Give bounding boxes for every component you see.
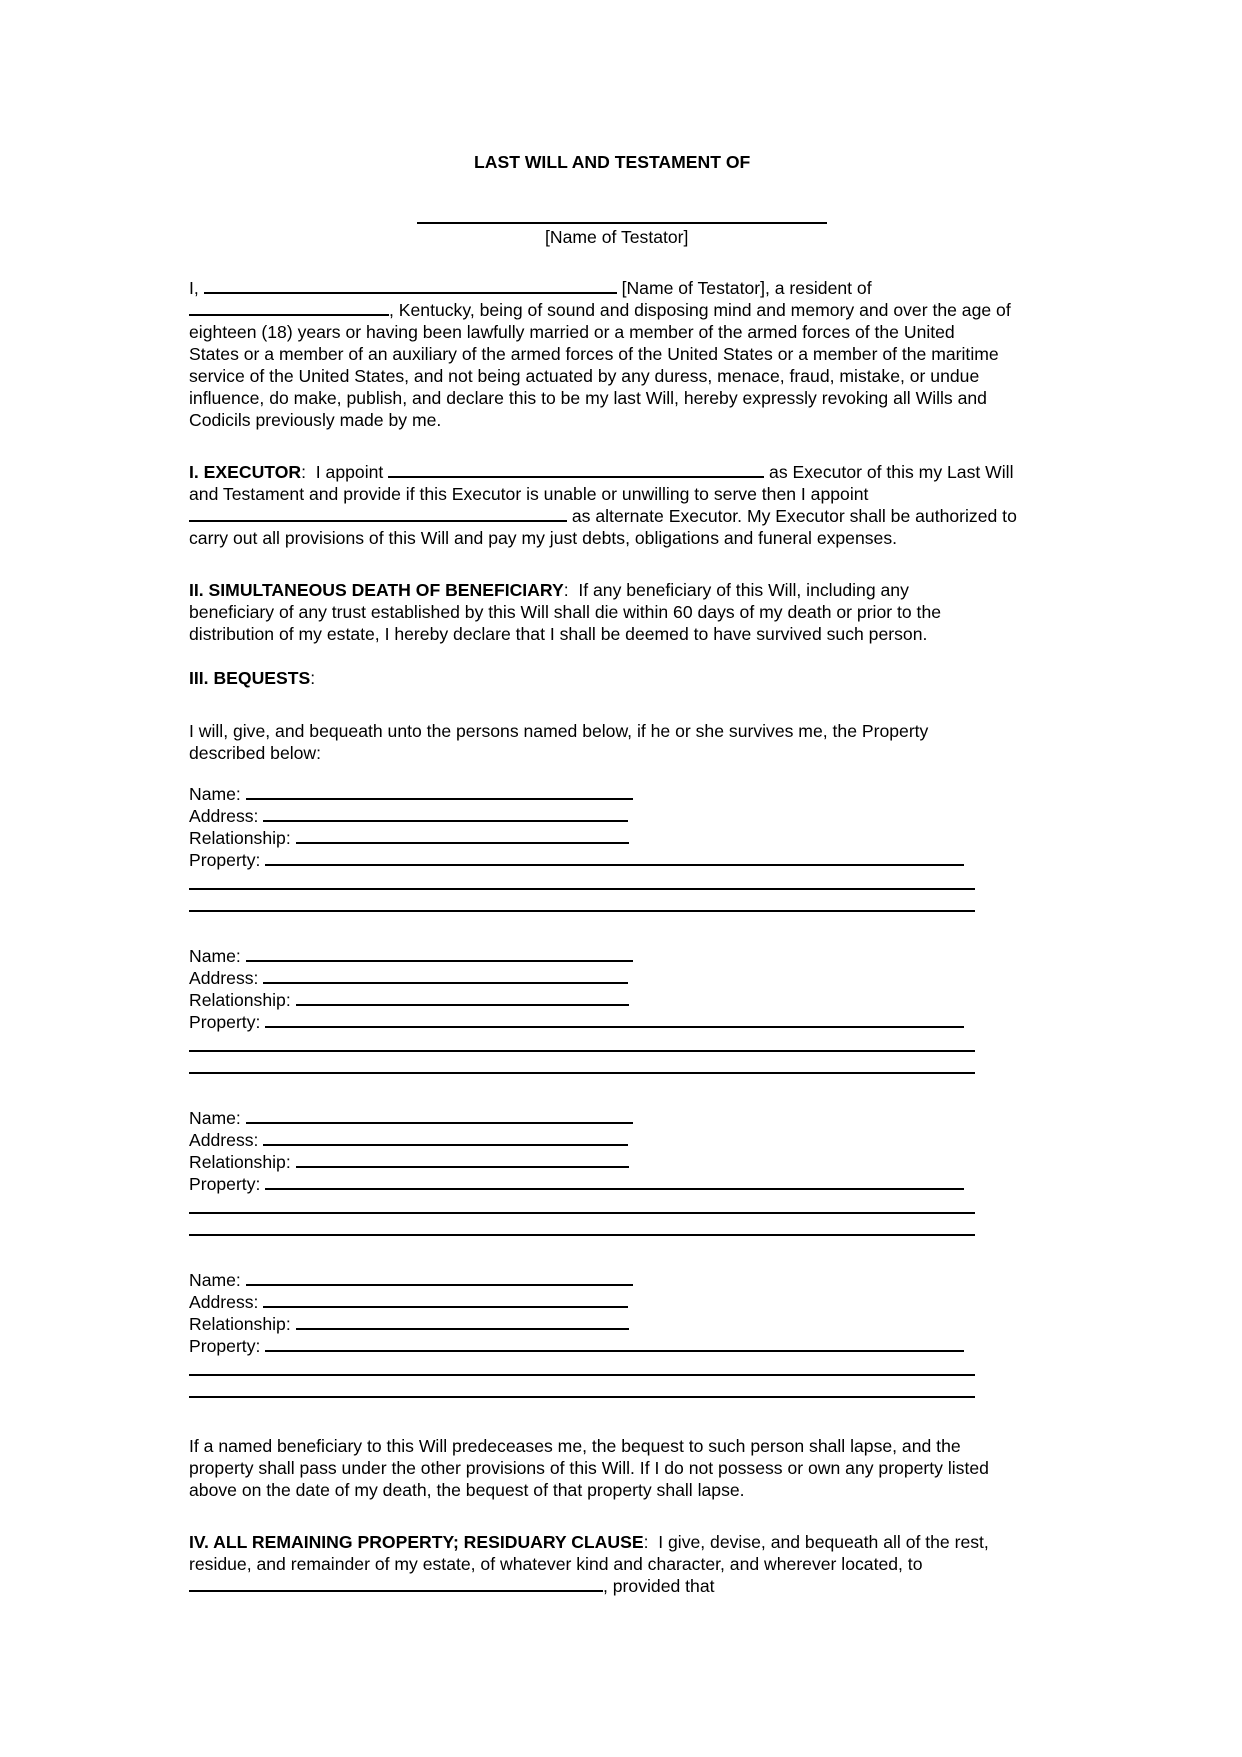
bequest-3-property-line-3[interactable] (189, 1234, 975, 1236)
intro-after-name: [Name of Testator], a resident of (621, 278, 872, 298)
residuary-text: , provided that (603, 1576, 715, 1596)
alternate-executor-field[interactable] (189, 505, 567, 522)
bequest-4-name-row (189, 1269, 633, 1291)
name-label: Name: (189, 784, 241, 804)
property-label: Property: (189, 1336, 261, 1356)
simultaneous-death-line-3: distribution of my estate, I hereby declare that I shall be deemed to have survived such person. (189, 624, 928, 644)
residuary-beneficiary-field[interactable] (189, 1575, 603, 1592)
bequest-4-property-row (189, 1335, 964, 1357)
bequest-2-address-field[interactable] (263, 967, 628, 984)
bequest-2-relationship-row (189, 989, 629, 1011)
bequests-heading-line (189, 667, 315, 689)
residuary-line-1 (189, 1531, 989, 1553)
executor-text: as alternate Executor. My Executor shall be authorized to (567, 506, 1017, 526)
bequest-2-address-row (189, 967, 628, 989)
simultaneous-death-line-2: beneficiary of any trust established by this Will shall die within 60 days of my death or prior to the (189, 602, 942, 622)
heading-colon: : (563, 580, 569, 600)
property-label: Property: (189, 1174, 261, 1194)
bequest-3-property-line-2[interactable] (189, 1212, 975, 1214)
bequest-2-name-field[interactable] (246, 945, 633, 962)
property-label: Property: (189, 850, 261, 870)
executor-line-1 (189, 461, 1014, 483)
bequests-heading: III. BEQUESTS (189, 668, 311, 688)
bequest-4-property-field[interactable] (265, 1335, 964, 1352)
intro-text: influence, do make, publish, and declare this to be my last Will, hereby expressly revoking all Wills and (189, 388, 987, 408)
heading-colon: : (310, 668, 316, 688)
bequest-3-relationship-field[interactable] (296, 1151, 629, 1168)
simultaneous-death-line-1 (189, 579, 909, 601)
county-field[interactable] (189, 299, 389, 316)
residuary-line-3 (189, 1575, 715, 1597)
bequest-1-property-line-2[interactable] (189, 888, 975, 890)
bequest-1-name-row (189, 783, 633, 805)
intro-line2-suffix: , Kentucky, being of sound and disposing mind and memory and over the age of (389, 300, 1011, 320)
executor-text: I appoint (306, 462, 384, 482)
lapse-text: If a named beneficiary to this Will predeceases me, the bequest to such person shall lapse, and the (189, 1436, 961, 1456)
executor-line-2: and Testament and provide if this Executor is unable or unwilling to serve then I appoint (189, 484, 869, 504)
intro-line-1 (189, 277, 872, 299)
bequest-4-relationship-row (189, 1313, 629, 1335)
bequest-1-property-row (189, 849, 964, 871)
bequest-3-property-row (189, 1173, 964, 1195)
bequest-4-name-field[interactable] (246, 1269, 633, 1286)
relationship-label: Relationship: (189, 1314, 291, 1334)
executor-line-4: carry out all provisions of this Will and pay my just debts, obligations and funeral expenses. (189, 528, 898, 548)
simultaneous-death-text: If any beneficiary of this Will, including any (568, 580, 909, 600)
address-label: Address: (189, 1292, 259, 1312)
bequest-3-name-row (189, 1107, 633, 1129)
relationship-label: Relationship: (189, 828, 291, 848)
bequest-4-property-line-2[interactable] (189, 1374, 975, 1376)
bequests-intro-line-2: described below: (189, 743, 322, 763)
executor-line-3 (189, 505, 1017, 527)
testator-name-field[interactable] (417, 222, 827, 224)
bequest-2-name-row (189, 945, 633, 967)
bequests-intro-line-1: I will, give, and bequeath unto the persons named below, if he or she survives me, the Property (189, 721, 929, 741)
executor-name-field[interactable] (388, 461, 764, 478)
residuary-heading: IV. ALL REMAINING PROPERTY; RESIDUARY CLAUSE (189, 1532, 644, 1552)
bequest-2-relationship-field[interactable] (296, 989, 629, 1006)
bequest-4-property-line-3[interactable] (189, 1396, 975, 1398)
name-label: Name: (189, 946, 241, 966)
lapse-text: property shall pass under the other provisions of this Will. If I do not possess or own any property listed (189, 1458, 989, 1478)
address-label: Address: (189, 806, 259, 826)
bequest-1-property-line-3[interactable] (189, 910, 975, 912)
intro-testator-name-field[interactable] (204, 277, 617, 294)
bequest-3-address-row (189, 1129, 628, 1151)
intro-prefix: I, (189, 278, 199, 298)
bequest-3-name-field[interactable] (246, 1107, 633, 1124)
bequest-1-address-row (189, 805, 628, 827)
address-label: Address: (189, 968, 259, 988)
bequest-1-name-field[interactable] (246, 783, 633, 800)
intro-text: service of the United States, and not being actuated by any duress, menace, fraud, mistake, or undue (189, 366, 980, 386)
residuary-text: I give, devise, and bequeath all of the rest, (648, 1532, 989, 1552)
bequest-1-relationship-row (189, 827, 629, 849)
executor-colon: : (301, 462, 306, 482)
intro-text: Codicils previously made by me. (189, 410, 442, 430)
executor-text: as Executor of this my Last Will (764, 462, 1014, 482)
intro-text: eighteen (18) years or having been lawfully married or a member of the armed forces of the United (189, 322, 955, 342)
bequest-2-property-field[interactable] (265, 1011, 964, 1028)
bequest-4-relationship-field[interactable] (296, 1313, 629, 1330)
bequest-2-property-line-3[interactable] (189, 1072, 975, 1074)
name-label: Name: (189, 1270, 241, 1290)
executor-heading: I. EXECUTOR (189, 462, 302, 482)
bequest-3-property-field[interactable] (265, 1173, 964, 1190)
bequest-4-address-field[interactable] (263, 1291, 628, 1308)
name-label: Name: (189, 1108, 241, 1128)
relationship-label: Relationship: (189, 990, 291, 1010)
bequest-3-relationship-row (189, 1151, 629, 1173)
bequest-1-relationship-field[interactable] (296, 827, 629, 844)
address-label: Address: (189, 1130, 259, 1150)
bequest-2-property-row (189, 1011, 964, 1033)
property-label: Property: (189, 1012, 261, 1032)
residuary-line-2: residue, and remainder of my estate, of whatever kind and character, and wherever located, to (189, 1554, 923, 1574)
bequest-3-address-field[interactable] (263, 1129, 628, 1146)
intro-line-2 (189, 299, 1011, 321)
relationship-label: Relationship: (189, 1152, 291, 1172)
bequest-1-address-field[interactable] (263, 805, 628, 822)
lapse-text: above on the date of my death, the bequest of that property shall lapse. (189, 1480, 745, 1500)
testator-caption: [Name of Testator] (545, 227, 689, 247)
bequest-4-address-row (189, 1291, 628, 1313)
heading-colon: : (643, 1532, 649, 1552)
intro-text: States or a member of an auxiliary of the armed forces of the United States or a member of the maritime (189, 344, 999, 364)
bequest-2-property-line-2[interactable] (189, 1050, 975, 1052)
document-title: LAST WILL AND TESTAMENT OF (474, 152, 751, 172)
bequest-1-property-field[interactable] (265, 849, 964, 866)
simultaneous-death-heading: II. SIMULTANEOUS DEATH OF BENEFICIARY (189, 580, 564, 600)
